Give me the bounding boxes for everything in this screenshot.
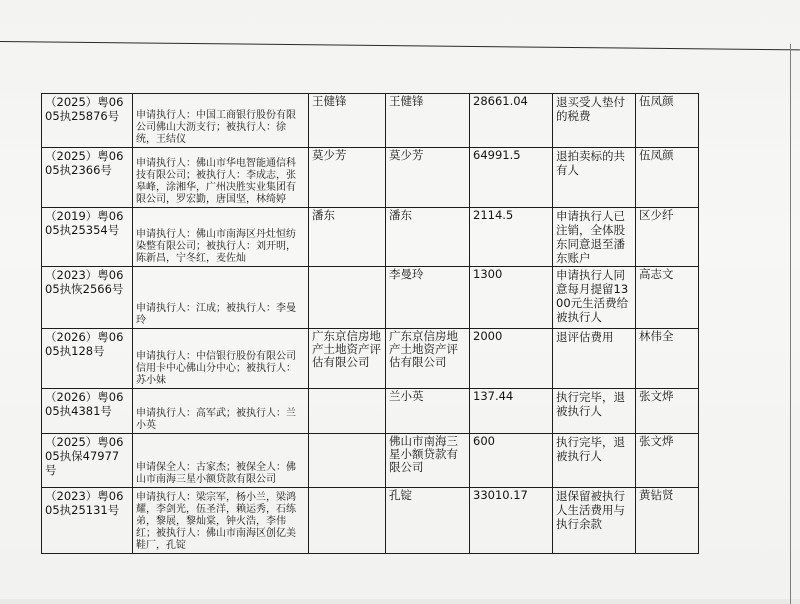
- party-cell-text: 申请执行人：梁宗军，杨小兰，梁鸿耀，李剑光，伍圣洋，赖运秀，石练弟，黎展，黎灿棠，钟火浩，李伟红；被执行人：佛山市南海区创亿美鞋厂，孔锭: [136, 492, 296, 551]
- name-cell: [309, 389, 386, 434]
- name-cell: [309, 329, 386, 389]
- party-cell: [133, 329, 309, 389]
- recipient-cell: [386, 434, 470, 488]
- amount-cell-text: 33010.17: [473, 488, 528, 502]
- amount-cell: [470, 94, 553, 148]
- party-cell: [133, 434, 309, 488]
- reason-cell-text: 申请执行人同意每月提留1300元生活费给被执行人: [556, 268, 629, 324]
- reason-cell: [553, 208, 636, 267]
- judge-cell-text: 伍凤颜: [639, 94, 674, 108]
- case-number-cell: [42, 148, 133, 208]
- reason-cell-text: 退拍卖标的共有人: [556, 149, 625, 177]
- name-cell: [309, 488, 386, 554]
- party-cell: [133, 389, 309, 434]
- reason-cell-text: 退评估费用: [556, 330, 614, 344]
- judge-cell-text: 伍凤颜: [639, 148, 674, 162]
- party-cell: [133, 208, 309, 267]
- judge-cell-text: 林伟全: [639, 329, 674, 343]
- amount-cell: [470, 329, 553, 389]
- case-number-cell: [42, 434, 133, 488]
- case-number-cell-text: （2026）粤0605执128号: [45, 330, 124, 358]
- reason-cell-text: 执行完毕，退被执行人: [556, 390, 625, 418]
- judge-cell: [636, 208, 699, 267]
- reason-cell: [553, 148, 636, 208]
- amount-cell: [470, 148, 553, 208]
- table-row: [42, 389, 699, 434]
- judge-cell: [636, 488, 699, 554]
- reason-cell-text: 执行完毕，退被执行人: [556, 435, 625, 463]
- reason-cell: [553, 329, 636, 389]
- case-number-cell: [42, 208, 133, 267]
- party-cell-text: 申请执行人：江成；被执行人：李曼玲: [136, 303, 296, 326]
- table-row: [42, 488, 699, 554]
- recipient-cell: [386, 329, 470, 389]
- case-number-cell: [42, 389, 133, 434]
- party-cell: [133, 94, 309, 148]
- amount-cell: [470, 389, 553, 434]
- page-right-edge: [790, 44, 791, 604]
- case-number-cell: [42, 94, 133, 148]
- party-cell-text: 申请保全人：古家杰；被保全人：佛山市南海三星小额贷款有限公司: [136, 462, 296, 485]
- party-cell-text: 申请执行人：佛山市华电智能通信科技有限公司；被执行人：李成志，张皋峰，涂湘华，广州决胜实业集团有限公司，罗宏勤，唐国坚，林绮婷: [136, 158, 296, 205]
- case-number-cell: [42, 488, 133, 554]
- case-number-cell-text: （2025）粤0605执保47977号: [45, 435, 124, 477]
- judge-cell: [636, 434, 699, 488]
- reason-cell: [553, 434, 636, 488]
- recipient-cell: [386, 389, 470, 434]
- case-number-cell: [42, 329, 133, 389]
- reason-cell: [553, 488, 636, 554]
- case-number-cell-text: （2025）粤0605执25876号: [45, 95, 124, 123]
- recipient-cell: [386, 267, 470, 329]
- table-row: [42, 94, 699, 148]
- party-cell: [133, 148, 309, 208]
- amount-cell: [470, 434, 553, 488]
- amount-cell-text: 137.44: [473, 389, 514, 403]
- judge-cell: [636, 329, 699, 389]
- recipient-cell-text: 王健锋: [389, 94, 424, 108]
- name-cell-text: 潘东: [312, 208, 335, 222]
- judge-cell: [636, 94, 699, 148]
- reason-cell: [553, 267, 636, 329]
- name-cell: [309, 148, 386, 208]
- recipient-cell-text: 李曼玲: [389, 267, 424, 281]
- name-cell-text: 莫少芳: [312, 148, 347, 162]
- case-number-cell: [42, 267, 133, 329]
- party-cell: [133, 488, 309, 554]
- party-cell-text: 申请执行人：佛山市南海区丹灶恒纺染整有限公司；被执行人：刘开明，陈新昌，宁冬红，麦佐灿: [136, 229, 296, 264]
- name-cell: [309, 267, 386, 329]
- recipient-cell: [386, 488, 470, 554]
- judge-cell-text: 区少纤: [639, 208, 674, 222]
- recipient-cell: [386, 148, 470, 208]
- amount-cell: [470, 267, 553, 329]
- table-row: [42, 148, 699, 208]
- judge-cell-text: 高志文: [639, 267, 674, 281]
- party-cell-text: 申请执行人：中国工商银行股份有限公司佛山大沥支行；被执行人：徐统，王结仪: [136, 110, 296, 145]
- judge-cell: [636, 148, 699, 208]
- recipient-cell: [386, 208, 470, 267]
- party-cell: [133, 267, 309, 329]
- table-row: [42, 267, 699, 329]
- name-cell: [309, 94, 386, 148]
- case-number-cell-text: （2025）粤0605执2366号: [45, 149, 124, 177]
- recipient-cell: [386, 94, 470, 148]
- amount-cell-text: 600: [473, 434, 495, 448]
- amount-cell: [470, 208, 553, 267]
- case-number-cell-text: （2023）粤0605执25131号: [45, 489, 124, 517]
- reason-cell: [553, 94, 636, 148]
- case-number-cell-text: （2026）粤0605执4381号: [45, 390, 124, 418]
- judge-cell: [636, 389, 699, 434]
- amount-cell-text: 2000: [473, 329, 503, 343]
- case-number-cell-text: （2019）粤0605执25354号: [45, 209, 124, 237]
- judge-cell: [636, 267, 699, 329]
- amount-cell: [470, 488, 553, 554]
- recipient-cell-text: 广东京信房地产土地资产评估有限公司: [389, 329, 458, 369]
- amount-cell-text: 28661.04: [473, 94, 528, 108]
- amount-cell-text: 2114.5: [473, 208, 514, 222]
- reason-cell-text: 退保留被执行人生活费用与执行余款: [556, 489, 625, 531]
- refund-table: [41, 93, 699, 554]
- reason-cell: [553, 389, 636, 434]
- amount-cell-text: 64991.5: [473, 148, 521, 162]
- name-cell: [309, 434, 386, 488]
- table-row: [42, 329, 699, 389]
- table-row: [42, 434, 699, 488]
- recipient-cell-text: 兰小英: [389, 389, 424, 403]
- name-cell-text: 王健锋: [312, 94, 347, 108]
- judge-cell-text: 张文烨: [639, 434, 674, 448]
- recipient-cell-text: 潘东: [389, 208, 412, 222]
- recipient-cell-text: 孔锭: [389, 488, 412, 502]
- party-cell-text: 申请执行人：中信银行股份有限公司信用卡中心佛山分中心；被执行人：苏小妹: [136, 351, 296, 386]
- reason-cell-text: 退买受人垫付的税费: [556, 95, 625, 123]
- page-edge-line: [0, 41, 800, 50]
- judge-cell-text: 张文烨: [639, 389, 674, 403]
- name-cell-text: 广东京信房地产土地资产评估有限公司: [312, 329, 381, 369]
- recipient-cell-text: 莫少芳: [389, 148, 424, 162]
- case-number-cell-text: （2023）粤0605执恢2566号: [45, 268, 124, 296]
- amount-cell-text: 1300: [473, 267, 503, 281]
- recipient-cell-text: 佛山市南海三星小额贷款有限公司: [389, 434, 458, 474]
- reason-cell-text: 申请执行人已注销，全体股东同意退至潘东账户: [556, 209, 625, 265]
- name-cell: [309, 208, 386, 267]
- judge-cell-text: 黄钻贤: [639, 488, 674, 502]
- party-cell-text: 申请执行人：高军武；被执行人：兰小英: [136, 408, 296, 431]
- table-row: [42, 208, 699, 267]
